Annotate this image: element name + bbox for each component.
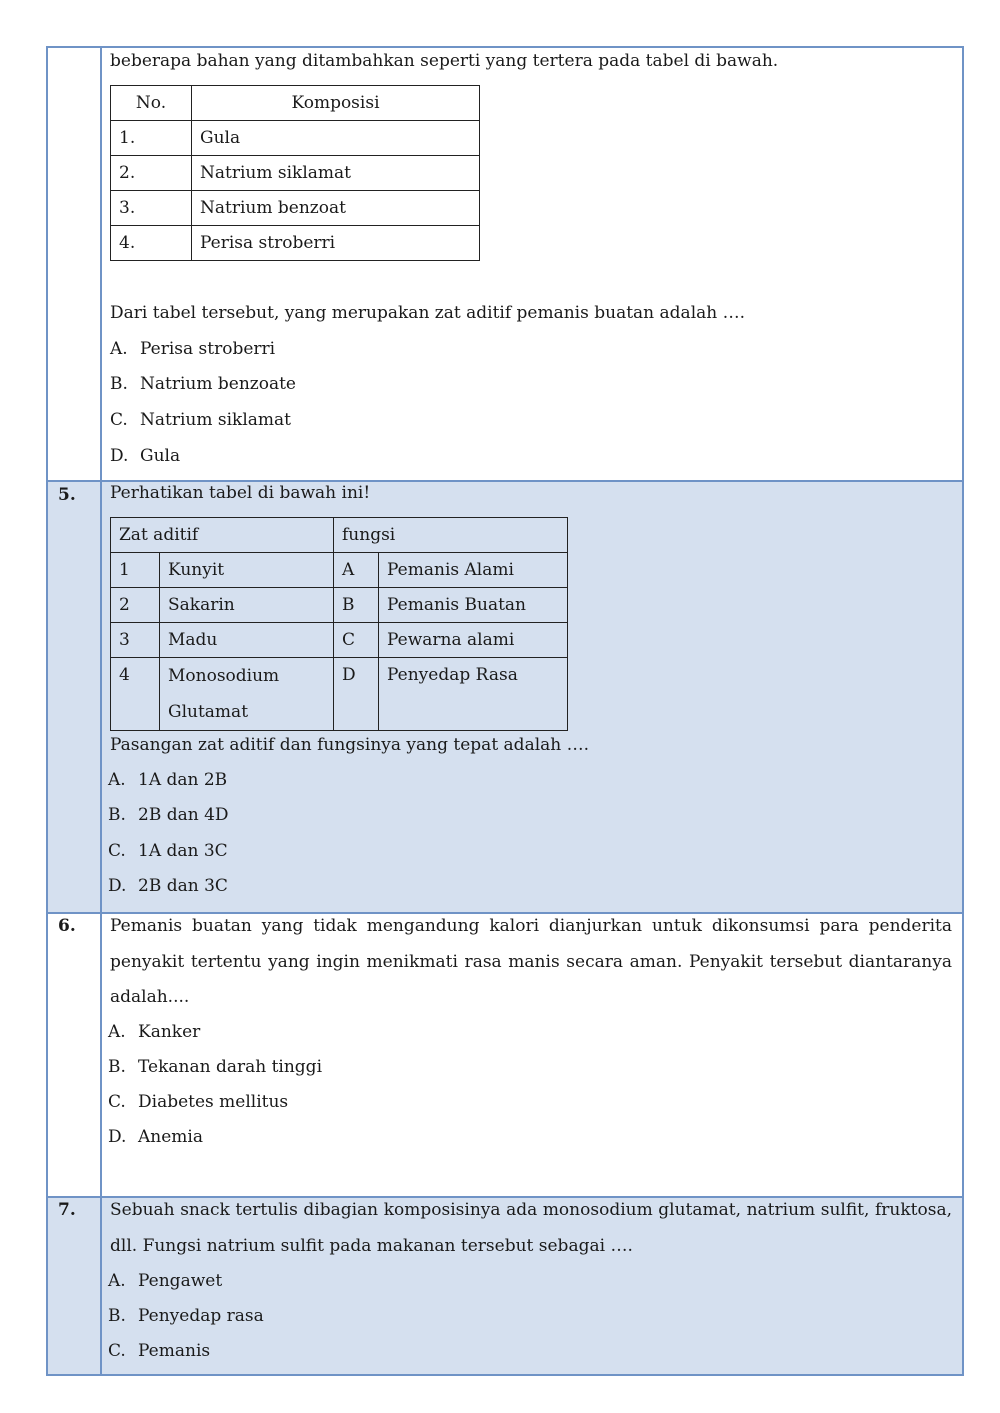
question-sheet: [46, 46, 964, 1376]
table-cell: Pemanis Buatan: [379, 588, 568, 623]
table-cell: 4.: [111, 226, 192, 261]
table-row: [111, 623, 568, 658]
answer-option[interactable]: A. 1A dan 2B: [108, 770, 228, 790]
question-4-row: [48, 48, 962, 482]
header-cell: Komposisi: [192, 86, 480, 121]
answer-option[interactable]: A. Kanker: [108, 1022, 201, 1042]
table-cell: Sakarin: [160, 588, 334, 623]
question-number: 5.: [58, 485, 76, 505]
table-row: [111, 658, 568, 731]
answer-option[interactable]: C. 1A dan 3C: [108, 841, 228, 861]
composition-table: [110, 85, 480, 261]
table-cell: 3.: [111, 191, 192, 226]
table-cell: Pemanis Alami: [379, 553, 568, 588]
question-intro: beberapa bahan yang ditambahkan seperti yang tertera pada tabel di bawah.: [110, 51, 779, 71]
answer-option[interactable]: B. Tekanan darah tinggi: [108, 1057, 323, 1077]
answer-option[interactable]: D. Gula: [110, 446, 181, 466]
question-text: Pasangan zat aditif dan fungsinya yang tepat adalah ….: [110, 735, 590, 755]
table-cell: B: [334, 588, 379, 623]
answer-option[interactable]: A. Pengawet: [108, 1271, 223, 1291]
question-number: 7.: [58, 1200, 76, 1220]
question-7-row: [48, 1198, 962, 1374]
answer-option[interactable]: C. Diabetes mellitus: [108, 1092, 289, 1112]
table-cell: Gula: [192, 121, 480, 156]
table-cell: Natrium benzoat: [192, 191, 480, 226]
table-cell: 4: [111, 658, 160, 731]
table-cell: Monosodium Glutamat: [160, 658, 334, 731]
table-cell: Penyedap Rasa: [379, 658, 568, 731]
table-cell: 2.: [111, 156, 192, 191]
header-cell: fungsi: [334, 518, 568, 553]
header-cell: No.: [111, 86, 192, 121]
table-header-row: [111, 86, 480, 121]
table-cell: Natrium siklamat: [192, 156, 480, 191]
answer-option[interactable]: B. Penyedap rasa: [108, 1306, 264, 1326]
question-text: Dari tabel tersebut, yang merupakan zat aditif pemanis buatan adalah ….: [110, 303, 746, 323]
table-cell: 2: [111, 588, 160, 623]
answer-option[interactable]: B. Natrium benzoate: [110, 374, 296, 394]
table-cell: Pewarna alami: [379, 623, 568, 658]
question-number-cell: [48, 482, 102, 912]
header-cell: Zat aditif: [111, 518, 334, 553]
table-cell: Perisa stroberri: [192, 226, 480, 261]
table-header-row: [111, 518, 568, 553]
table-cell: C: [334, 623, 379, 658]
table-cell: D: [334, 658, 379, 731]
table-row: [111, 588, 568, 623]
answer-option[interactable]: B. 2B dan 4D: [108, 805, 229, 825]
question-intro: Perhatikan tabel di bawah ini!: [110, 483, 371, 503]
table-cell: 1.: [111, 121, 192, 156]
question-number-cell: [48, 914, 102, 1196]
question-6-row: [48, 914, 962, 1198]
table-row: [111, 553, 568, 588]
table-row: [111, 226, 480, 261]
question-number: 6.: [58, 916, 76, 936]
table-cell: Kunyit: [160, 553, 334, 588]
table-cell: 1: [111, 553, 160, 588]
table-cell: 3: [111, 623, 160, 658]
table-row: [111, 156, 480, 191]
answer-option[interactable]: D. Anemia: [108, 1127, 203, 1147]
table-row: [111, 121, 480, 156]
question-number-cell: [48, 1198, 102, 1374]
question-text: Sebuah snack tertulis dibagian komposisinya ada monosodium glutamat, natrium sulfit, fruktosa, dll. Fungsi natrium sulfit pada makanan tersebut sebagai ….: [110, 1200, 952, 1256]
table-row: [111, 191, 480, 226]
table-cell: A: [334, 553, 379, 588]
answer-option[interactable]: A. Perisa stroberri: [110, 339, 276, 359]
question-text: Pemanis buatan yang tidak mengandung kalori dianjurkan untuk dikonsumsi para penderita penyakit tertentu yang ingin menikmati rasa manis secara aman. Penyakit tersebut diantaranya adalah....: [110, 916, 952, 1007]
answer-option[interactable]: C. Pemanis: [108, 1341, 211, 1361]
answer-option[interactable]: C. Natrium siklamat: [110, 410, 291, 430]
additive-table: [110, 517, 568, 731]
answer-option[interactable]: D. 2B dan 3C: [108, 876, 228, 896]
question-5-row: [48, 482, 962, 914]
question-number-cell: [48, 48, 102, 480]
table-cell: Madu: [160, 623, 334, 658]
